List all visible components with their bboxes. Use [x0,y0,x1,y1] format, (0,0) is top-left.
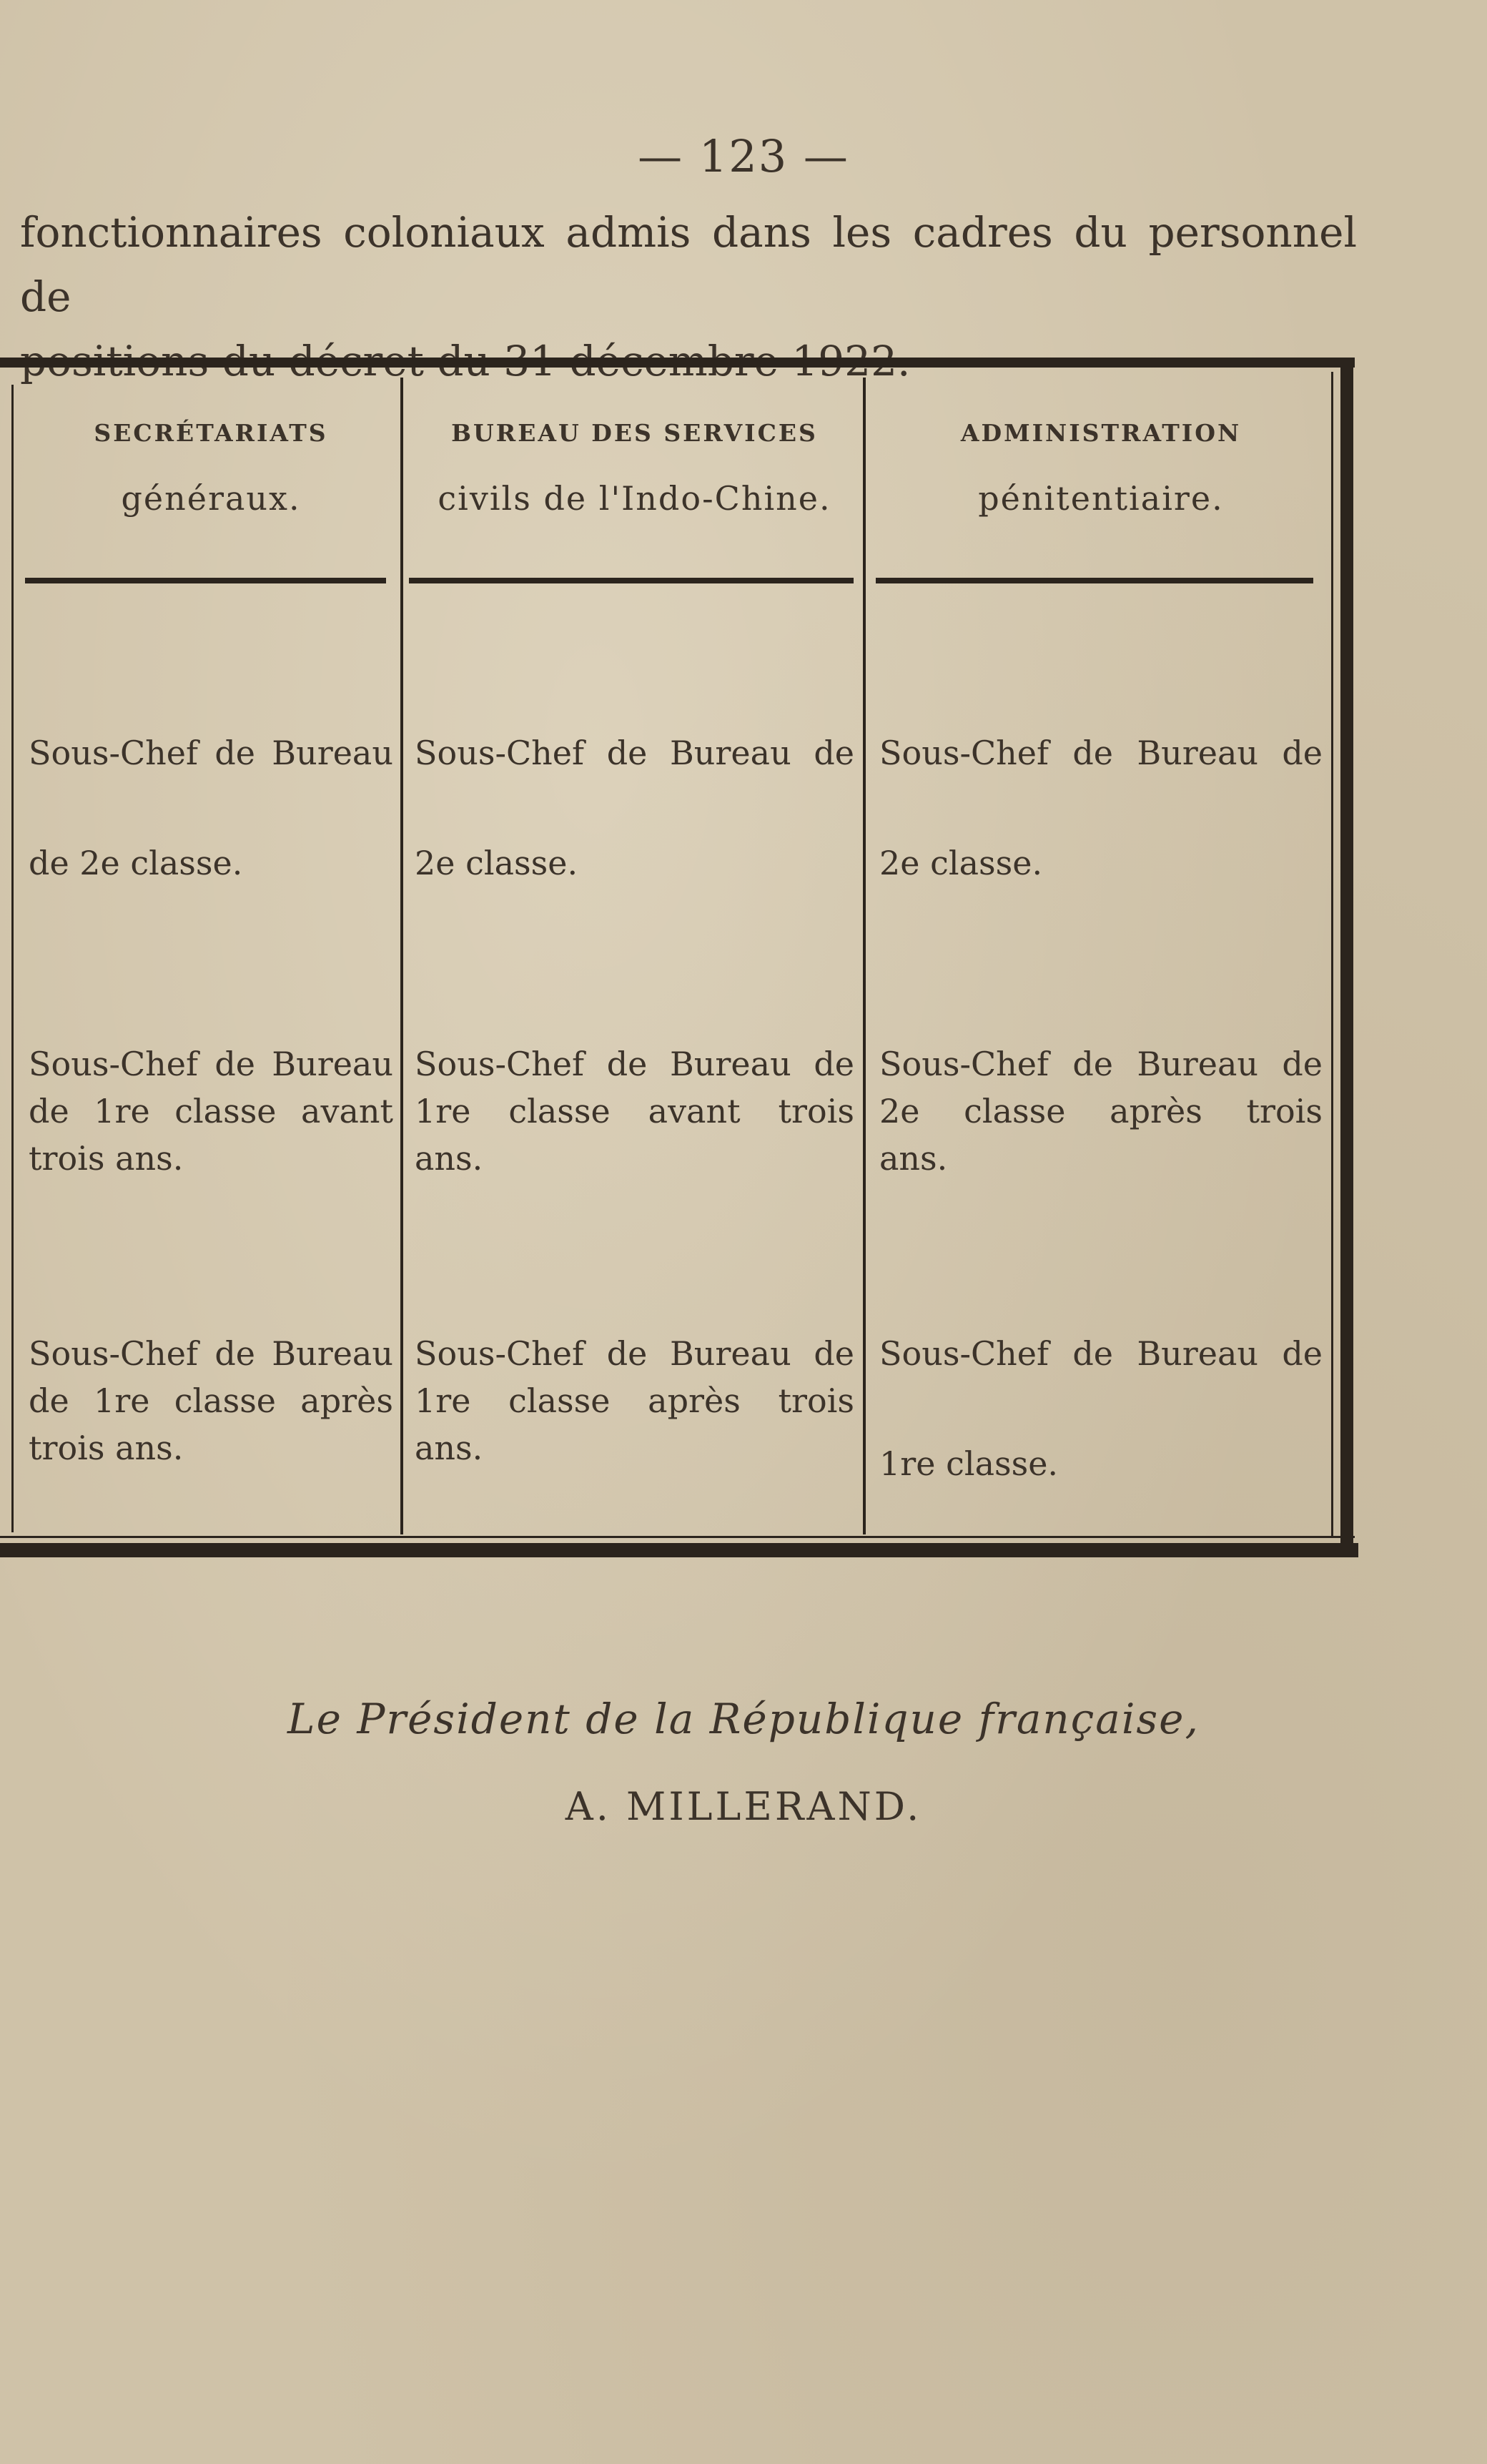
equivalence-table [0,358,1358,1562]
column-separator [863,378,866,1534]
table-cell [415,1040,854,1182]
cell-line: Sous-Chef de Bureau de [415,734,854,772]
table-cell [415,1330,854,1472]
cell-line: Sous-Chef de Bureau de [415,1334,854,1373]
signer-name: A. MILLERAND. [565,1784,922,1829]
table-cell [29,1330,393,1472]
cell-line: 1re classe après trois [415,1381,854,1420]
cell-line: trois ans. [29,1139,184,1178]
header-rule [876,578,1313,583]
header-rule [409,578,854,583]
cell-line: 2e classe. [879,844,1043,882]
table-bottom-rule-thin [0,1536,1355,1538]
cell-line: 1re classe. [879,1444,1059,1483]
cell-line: trois ans. [29,1429,184,1467]
column-header: généraux. [121,479,301,518]
cell-line: ans. [415,1139,483,1178]
table-cell [415,729,854,887]
table-cell [29,1040,393,1182]
cell-line: de 1re classe avant [29,1092,393,1130]
table-right-border-inner [1331,372,1333,1537]
table-cell [879,729,1323,887]
table-top-rule [0,358,1355,368]
table-right-border [1340,358,1353,1557]
table-cell [879,1040,1323,1182]
column-header: pénitentiaire. [978,479,1224,518]
cell-line: Sous-Chef de Bureau de [415,1045,854,1083]
cell-line: Sous-Chef de Bureau de [879,734,1323,772]
table-bottom-rule [0,1543,1358,1557]
cell-line: 2e classe. [415,844,578,882]
intro-line: fonctionnaires coloniaux admis dans les cadres du personnel de [20,208,1357,321]
table-cell [879,1330,1323,1487]
table-cell [29,729,393,887]
cell-line: Sous-Chef de Bureau [29,1045,393,1083]
cell-line: 1re classe avant trois [415,1092,854,1130]
cell-line: Sous-Chef de Bureau de [879,1045,1323,1083]
signature-title: Le Président de la République française, [287,1695,1200,1743]
cell-line: de 1re classe après [29,1381,393,1420]
page-number: — 123 — [638,130,849,182]
cell-line: Sous-Chef de Bureau de [879,1334,1323,1373]
cell-line: de 2e classe. [29,844,243,882]
column-header-small: BUREAU DES SERVICES [451,419,818,447]
column-separator [400,378,403,1534]
cell-line: ans. [879,1139,948,1178]
cell-line: 2e classe après trois [879,1092,1323,1130]
cell-line: Sous-Chef de Bureau [29,734,393,772]
table-left-border [11,385,14,1532]
column-header-small: ADMINISTRATION [960,419,1242,447]
column-header-small: SECRÉTARIATS [94,419,328,447]
cell-line: ans. [415,1429,483,1467]
header-rule [25,578,386,583]
column-header: civils de l'Indo-Chine. [438,479,831,518]
cell-line: Sous-Chef de Bureau [29,1334,393,1373]
